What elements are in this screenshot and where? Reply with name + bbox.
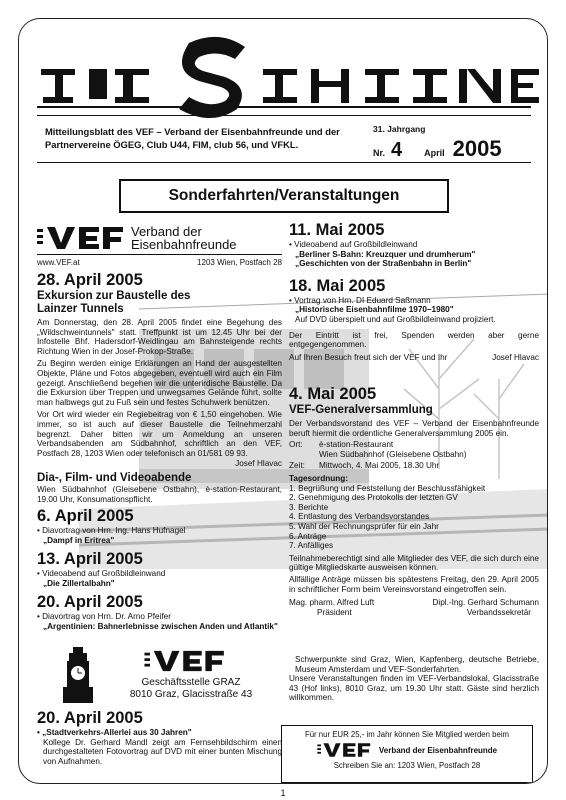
- membership-box: [281, 725, 533, 783]
- event-line: • Videoabend auf Großbildleinwand: [289, 240, 418, 249]
- event-date: 11. Mai 2005: [289, 221, 385, 239]
- agenda-item: 2. Genehmigung des Protokolls der letzten GV: [289, 493, 458, 503]
- event-text: Vor Ort wird wieder ein Regiebeitrag von € 1,50 eingehoben. Wie immer, so ist auch auf dieser Baustelle die Teilnehmerzahl begrenzt. Daher bitten wir um Anmeldung an unseren Verbandsabenden am Südbahnhof, schriftlich an den VEF, Postfach 28, 1203 Wien oder telefonisch an 01/581 09 93.: [37, 410, 282, 458]
- agenda-item: 1. Begrüßung und Feststellung der Beschlussfähigkeit: [289, 483, 486, 493]
- agenda-title: Tagesordnung:: [289, 473, 348, 483]
- clock-tower-icon: [61, 647, 95, 703]
- event-text: Allfällige Anträge müssen bis spätestens Freitag, den 29. April 2005 in schriftlicher Form beim Vereinsvorstand eingetroffen sein.: [289, 574, 539, 594]
- location-value: Wien Südbahnhof (Gleisebene Ostbahn): [319, 449, 467, 459]
- header-rule: [37, 162, 531, 163]
- event-date: 20. April 2005: [37, 709, 143, 727]
- event-line: • Diavortrag von Hrn. Ing. Hans Hufnagel: [37, 526, 186, 536]
- issue-year: 2005: [452, 136, 502, 161]
- event-line: Auf DVD überspielt und auf Großbildleinwand projiziert.: [295, 314, 496, 324]
- issue-month: April: [424, 148, 445, 158]
- graz-address: Geschäftsstelle GRAZ 8010 Graz, Glacisstraße 43: [129, 677, 253, 700]
- event-text: Kollege Dr. Gerhard Mandl zeigt am Fernsehbildschirm einen durchgestalteten Fotovortrag auf DVD mit einer bunten Mischung von Aufnahmen.: [43, 737, 282, 766]
- signature: Mag. pharm. Alfred Luft: [289, 598, 375, 608]
- event-title: VEF-Generalversammlung: [289, 404, 433, 416]
- vef-logo-icon: [37, 225, 127, 251]
- event-title: „Geschichten von der Straßenbahn in Berlin": [295, 259, 472, 269]
- membership-address: Schreiben Sie an: 1203 Wien, Postfach 28: [333, 761, 481, 770]
- vef-address: 1203 Wien, Postfach 28: [197, 258, 282, 267]
- agenda-item: 7. Anfälliges: [289, 541, 334, 551]
- event-title: „Argentinien: Bahnerlebnisse zwischen Anden und Atlantik": [43, 622, 278, 632]
- signature: Josef Hlavac: [492, 352, 539, 362]
- agenda-item: 5. Wahl der Rechnungsprüfer für ein Jahr: [289, 521, 439, 531]
- vef-website: www.VEF.at: [37, 258, 80, 267]
- graz-info: Schwerpunkte sind Graz, Wien, Kapfenberg, deutsche Betriebe, Museum Amsterdam und VEF-Sonderfahrten. Unsere Veranstaltungen finden im VEF-Verbandslokal, Glacisstraße 43 (Hof links), 8010 Graz, um 19.30 Uhr statt. Gäste sind herzlich willkommen.: [289, 655, 539, 703]
- signature-role: Verbandssekretär: [466, 607, 531, 617]
- signature: Dipl.-Ing. Gerhard Schumann: [432, 598, 539, 608]
- graz-office: [61, 647, 261, 703]
- section-text: Wien Südbahnhof (Gleisebene Ostbahn), è-station-Restaurant, 19.00 Uhr, Konsumationspflicht.: [37, 484, 282, 504]
- issue-info: [373, 124, 533, 162]
- location-value: è-station-Restaurant: [319, 440, 394, 450]
- vef-header-left: [37, 225, 282, 267]
- signature: Josef Hlavac: [235, 459, 282, 469]
- masthead-logo: [19, 19, 548, 119]
- event-date: 4. Mai 2005: [289, 385, 377, 403]
- membership-org: Verband der Eisenbahnfreunde: [378, 745, 498, 755]
- event-date: 20. April 2005: [37, 593, 143, 612]
- vef-logo-icon: [121, 649, 251, 673]
- page-number: 1: [280, 788, 286, 798]
- time-value: Mittwoch, 4. Mai 2005, 18.30 Uhr: [319, 461, 440, 471]
- event-title: „Die Zillertalbahn": [43, 578, 115, 588]
- event-date: 18. Mai 2005: [289, 276, 386, 295]
- event-line: • Videoabend auf Großbildleinwand: [37, 569, 166, 579]
- vef-org-name: Verband der Eisenbahnfreunde: [131, 224, 237, 252]
- event-title: Exkursion zur Baustelle des Lainzer Tunnels: [37, 290, 191, 315]
- event-date: 28. April 2005: [37, 271, 143, 289]
- event-line: • Diavortrag von Hrn. Dr. Arno Pfeifer: [37, 612, 171, 622]
- section-heading: Dia-, Film- und Videoabende: [37, 471, 192, 484]
- event-date: 13. April 2005: [37, 550, 143, 569]
- event-title: • „Stadtverkehrs-Allerlei aus 30 Jahren": [37, 728, 192, 737]
- agenda-list: [289, 484, 539, 551]
- vef-logo-icon: [317, 742, 373, 758]
- agenda-item: 3. Berichte: [289, 502, 329, 512]
- event-title: „Dampf in Eritrea": [43, 535, 115, 545]
- closing-note: Auf Ihren Besuch freut sich der VEF und Ihr: [289, 352, 448, 362]
- time-label: Zeit:: [289, 461, 305, 471]
- event-text: Zu Beginn werden einige Erklärungen an Hand der ausgestellten Objekte, Pläne und Fotos abgegeben, eventuell wird auch ein Film gezeigt. Anschließend begehen wir die unterirdische Baustelle. Da die Exkursion über Treppen und unwegsames Gelände führt, sollte man halbwegs gut zu Fuß sein und festes Schuhwerk benützen.: [37, 359, 282, 407]
- subtitle: Mitteilungsblatt des VEF – Verband der Eisenbahnfreunde und der Partnervereine ÖGEG, Club U44, FIM, club 56, und VFKL.: [45, 126, 340, 150]
- masthead: [19, 19, 548, 119]
- right-column-gv: [289, 385, 539, 617]
- event-text: Am Donnerstag, den 28. April 2005 findet eine Begehung des „Wildschweintunnels" statt. Treffpunkt ist um 12.45 Uhr bei der Infostelle Bhf. Hadersdorf-Weidlingau am Bahnsteigende rechts Richtung Wien in der Josef-Prokop-Straße.: [37, 318, 282, 356]
- event-text: Der Verbandsvorstand des VEF – Verband der Eisenbahnfreunde beruft hiermit die ordentliche Generalversammlung 2005 ein.: [289, 419, 539, 438]
- event-text: Teilnahmeberechtigt sind alle Mitglieder des VEF, die sich durch eine gültige Mitgliedskarte ausweisen können.: [289, 553, 539, 573]
- agenda-item: 4. Entlastung des Verbandsvorstandes: [289, 512, 430, 522]
- membership-text: Für nur EUR 25,- im Jahr können Sie Mitglied werden beim: [304, 730, 510, 739]
- newsletter-page: [18, 18, 548, 784]
- agenda-item: 6. Anträge: [289, 531, 327, 541]
- masthead-rule-top: [37, 106, 531, 108]
- event-date: 6. April 2005: [37, 507, 134, 526]
- event-title: „Historische Eisenbahnfilme 1970–1980": [295, 305, 454, 315]
- volume-label: 31. Jahrgang: [373, 124, 426, 134]
- admission-note: Der Eintritt ist frei, Spenden werden aber gerne entgegengenommen.: [289, 330, 539, 350]
- right-column-top: [289, 221, 539, 362]
- section-banner: Sonderfahrten/Veranstaltungen: [119, 179, 449, 213]
- masthead-rule-bottom: [37, 115, 531, 116]
- location-label: Ort:: [289, 440, 303, 450]
- issue-number-label: Nr.: [373, 148, 386, 158]
- bottom-left-event: [37, 709, 282, 766]
- event-title: „Berliner S-Bahn: Kreuzquer und drumherum": [295, 249, 476, 259]
- signature-role: Präsident: [317, 607, 352, 617]
- issue-number: 4: [391, 139, 403, 161]
- event-line: • Vortrag von Hrn. DI Eduard Saßmann: [289, 295, 431, 305]
- left-column: [37, 271, 282, 632]
